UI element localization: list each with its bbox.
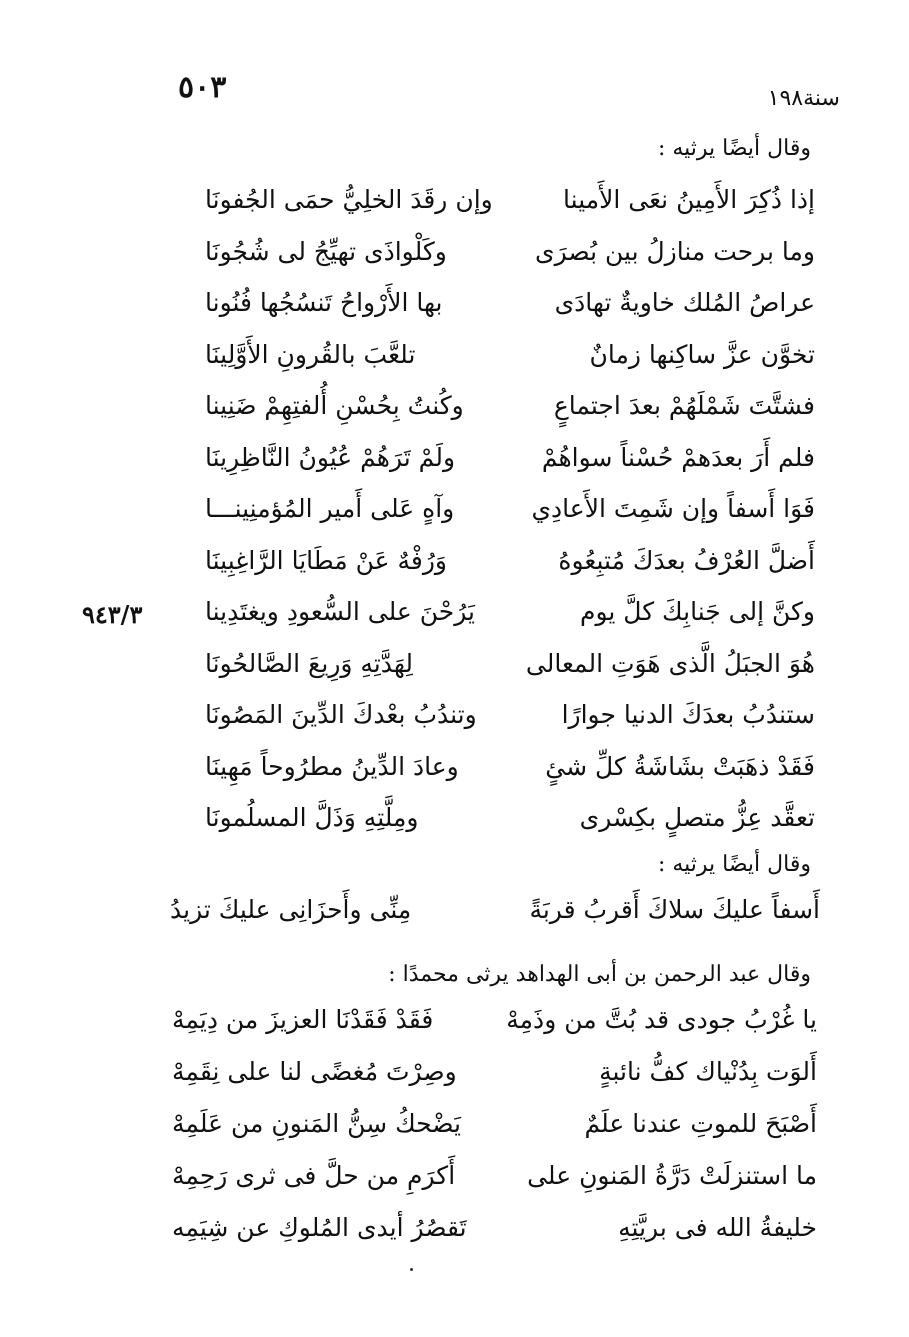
poem-elegy-1 [205, 180, 815, 850]
hemistich-second: وكُنتُ بِحُسْنِ أُلفتِهِمْ ضَنِينا [205, 391, 464, 420]
verse [172, 1156, 817, 1208]
verse [205, 489, 815, 541]
hemistich-second: ومِلَّتِهِ وَذَلَّ المسلُمونَا [205, 803, 419, 832]
page-number: ٥٠٣ [178, 70, 227, 105]
hemistich-first: ما استنزلَتْ دَرَّةُ المَنونِ على [527, 1161, 817, 1190]
hemistich-first: تخوَّن عزَّ ساكِنها زمانٌ [589, 339, 815, 369]
section-intro: وقال عبد الرحمن بن أبى الهداهد يرثى محمدًا : [388, 962, 811, 987]
verse [205, 438, 815, 490]
hemistich-second: وكَلْواذَى تهيِّجُ لى شُجُونَا [205, 236, 447, 266]
hemistich-second: أَكرَمِ من حلَّ فى ثرى رَحِمِهْ [172, 1161, 456, 1190]
verse [205, 747, 815, 799]
hemistich-second: وإن رقَدَ الخلِيُّ حمَى الجُفونَا [205, 185, 493, 214]
running-head-year: سنة١٩٨ [767, 86, 840, 111]
hemistich-first: فشتَّتَ شَمْلَهُمْ بعدَ اجتماعٍ [553, 391, 815, 420]
verse [205, 695, 815, 747]
section-intro: وقال أيضًا يرثيه : [657, 852, 811, 877]
print-speck [410, 1268, 413, 1271]
hemistich-first: يا غُرْبُ جودى قد بُتَّ من وذَمِهْ [506, 1005, 817, 1034]
hemistich-second: مِنِّى وأَحزَانِى عليكَ تزيدُ [170, 895, 412, 924]
hemistich-first: أَسفاً عليكَ سلاكَ أَقربُ قربَةً [529, 895, 820, 924]
verse [172, 1208, 817, 1260]
verse [205, 232, 815, 284]
verse [205, 644, 815, 696]
margin-reference: ٩٤٣/٣ [82, 600, 143, 629]
verse [205, 386, 815, 438]
hemistich-second: وتندُبُ بعْدكَ الدِّينَ المَصُونَا [205, 700, 477, 729]
hemistich-first: وكنَّ إلى جَنابِكَ كلَّ يوم [579, 597, 815, 626]
hemistich-first: فَوَا أَسفاً وإن شَمِتَ الأَعادِي [531, 494, 815, 523]
hemistich-first: عراصُ المُلك خاويةٌ تهادَى [554, 288, 815, 317]
hemistich-first: إذا ذُكِرَ الأَمِينُ نعَى الأَمينا [563, 185, 815, 214]
verse [205, 798, 815, 850]
verse [205, 335, 815, 387]
hemistich-second: تَقصُرُ أيدى المُلوكِ عن شِيَمِه [172, 1213, 467, 1242]
hemistich-second: وعادَ الدِّينُ مطرُوحاً مَهِينَا [205, 751, 459, 781]
verse [205, 541, 815, 593]
hemistich-first: فَقَدْ ذهَبَتْ بشَاشَةُ كلِّ شئٍ [545, 751, 815, 781]
verse [172, 1000, 817, 1052]
verse [205, 592, 815, 644]
hemistich-second: يَضْحكُ سِنُّ المَنونِ من عَلَمِهْ [172, 1109, 461, 1138]
hemistich-second: وآهٍ عَلى أَمير المُؤمنِينـــا [205, 494, 455, 523]
hemistich-second: يَرُحْنَ على السُّعودِ ويغتَدِينا [205, 597, 475, 626]
hemistich-first: وما برحت منازلُ بين بُصرَى [535, 236, 815, 266]
hemistich-first: أَضلَّ العُرْفُ بعدَكَ مُتبِعُوهُ [558, 545, 815, 575]
hemistich-second: وصِرْتَ مُغضًى لنا على نِقَمِهْ [172, 1057, 457, 1086]
hemistich-second: فَقَدْ فَقَدْنَا العزيزَ من دِيَمِهْ [172, 1005, 434, 1034]
verse [205, 283, 815, 335]
hemistich-first: ستندُبُ بعدَكَ الدنيا جوارًا [561, 700, 815, 729]
hemistich-first: أَلوَت بِدُنْياك كفُّ نائبةٍ [599, 1057, 817, 1086]
hemistich-second: تلعَّبَ بالقُرونِ الأَوَّلِينَا [205, 339, 416, 369]
hemistich-second: لِهَدَّتِهِ وَرِيعَ الصَّالحُونَا [205, 648, 414, 678]
hemistich-first: تعقَّد عِزُّ متصلٍ بكِسْرى [579, 803, 815, 832]
hemistich-second: بها الأَرْواحُ تَنسُجُها فُنُونا [205, 288, 443, 317]
hemistich-first: أَصْبَحَ للموتِ عندنا علَمٌ [584, 1109, 817, 1138]
verse [172, 1104, 817, 1156]
verse [205, 180, 815, 232]
hemistich-second: ولَمْ تَرَهُمْ عُيُونُ النَّاظِرِينَا [205, 442, 456, 472]
verse-single [170, 890, 820, 940]
section-intro: وقال أيضًا يرثيه : [657, 136, 811, 161]
poem-elegy-3 [172, 1000, 817, 1260]
verse [172, 1052, 817, 1104]
hemistich-second: وَرُفْهٌ عَنْ مَطَايَا الرَّاغِبِينَا [205, 545, 448, 575]
hemistich-first: فلم أَرَ بعدَهمْ حُسْناً سواهُمْ [541, 442, 815, 472]
hemistich-first: هُوَ الجبَلُ الَّذى هَوَتِ المعالى [525, 648, 815, 678]
hemistich-first: خليفةُ الله فى بريَّتِهِ [618, 1213, 817, 1242]
